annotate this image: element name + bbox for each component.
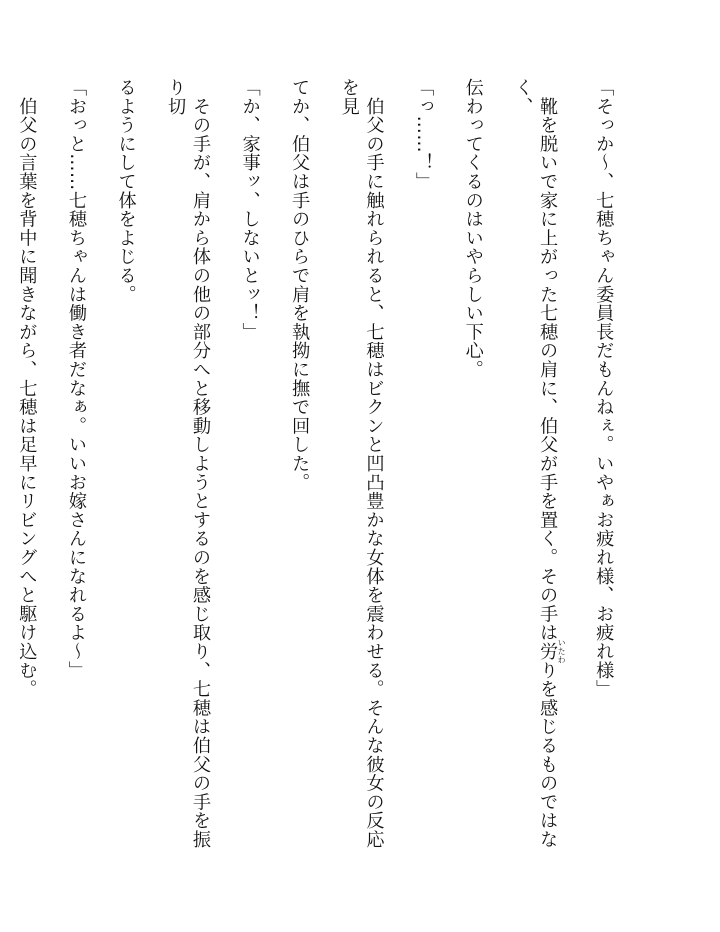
text-line-6: てか、伯父は手のひらで肩を執拗に撫で回した。 [289, 78, 311, 492]
text-line-11: 伯父の言葉を背中に聞きながら、七穂は足早にリビングへと駆け込む。 [16, 78, 38, 699]
text-line-2-rest: りを感じるものではなく、 [512, 78, 559, 849]
text-line-7: 「か、家事ッ、しないとッ！」 [239, 78, 261, 342]
ruby-base: 労 [537, 638, 559, 665]
text-line-1: 「そっか〜、七穂ちゃん委員長だもんねぇ。いやぁお疲れ様、お疲れ様」 [593, 78, 615, 699]
text-line-10: 「おっと……七穂ちゃんは働き者だなぁ。いいお嫁さんになれるよ〜」 [65, 78, 87, 680]
ruby-word [537, 638, 567, 665]
text-line-8: その手が、肩から体の他の部分へと移動しようとするのを感じ取り、七穂は伯父の手を振り切 [165, 78, 211, 849]
text-line-2-main: 靴を脱いで家に上がった七穂の肩に、伯父が手を置く。その手は [537, 78, 559, 642]
text-line-3: 伝わってくるのはいやらしい下心。 [462, 78, 484, 379]
text-line-2 [510, 78, 566, 858]
vertical-text-body [16, 78, 640, 858]
text-line-9: るようにして体をよじる。 [115, 78, 137, 304]
text-line-4: 「っ……！」 [413, 78, 435, 191]
text-line-5: 伯父の手に触れられると、七穂はビクンと凹凸豊かな女体を震わせる。そんな彼女の反応を見 [338, 78, 385, 849]
ruby-reading: いたわ [557, 638, 567, 665]
